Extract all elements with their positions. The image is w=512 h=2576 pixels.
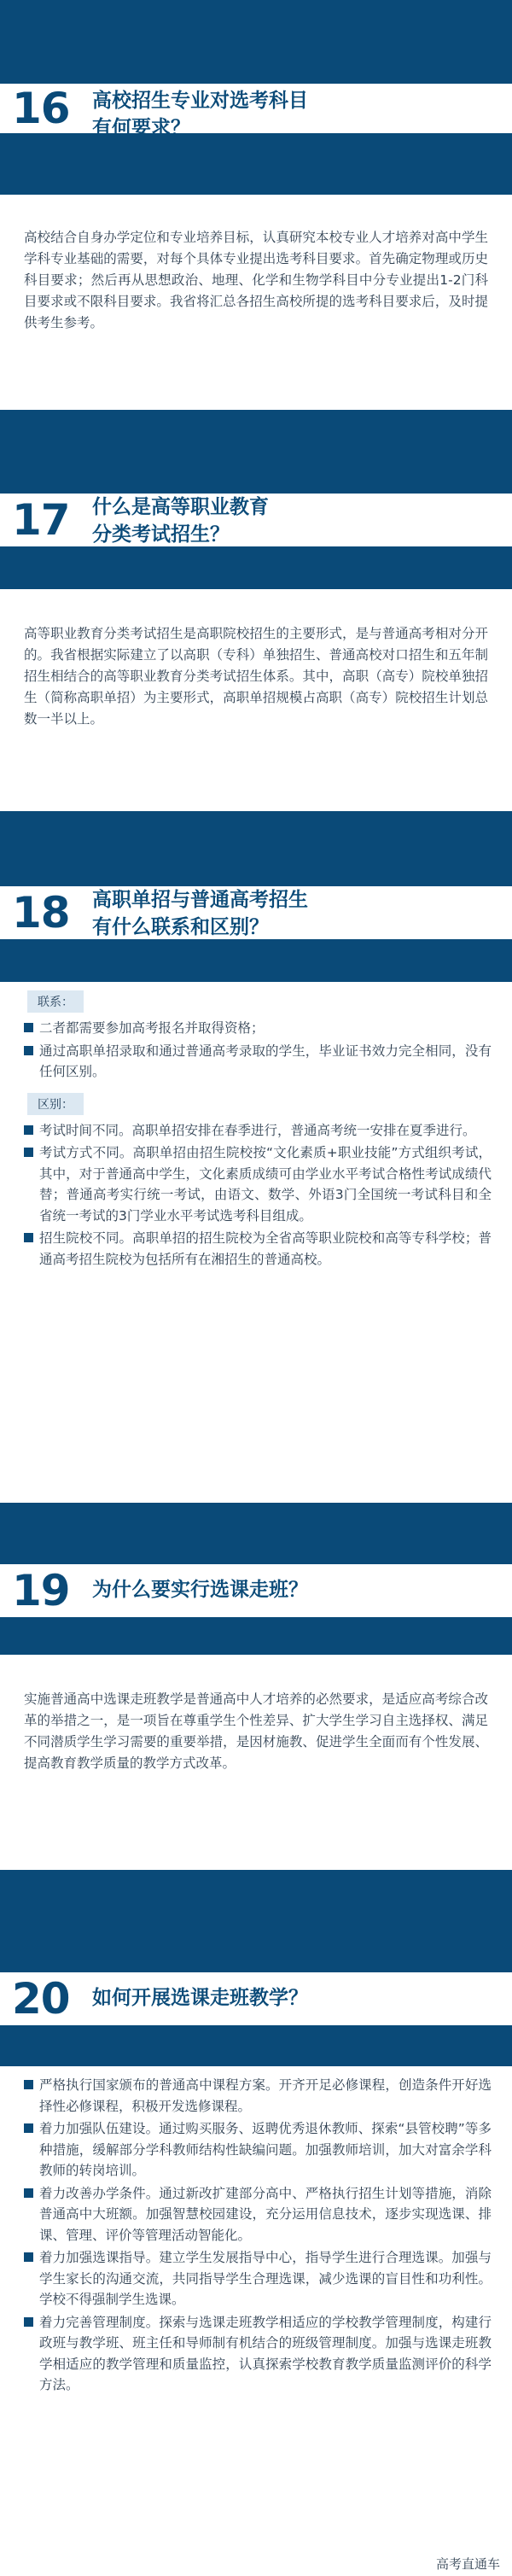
list-item: 着力加强队伍建设。通过购买服务、返聘优秀退休教师、探索“县管校聘”等多种措施，缓解部分学科教师结构性缺编问题。加强教师培训，加大对富余学科教师的转岗培训。 [20,2118,492,2182]
section-title-line1: 什么是高等职业教育 [92,496,269,518]
section-title-line1: 如何开展选课走班教学？ [92,1987,308,2009]
list-item: 通过高职单招录取和通过普通高考录取的学生，毕业证书效力完全相同，没有任何区别。 [20,1041,492,1083]
diff-list [20,1120,492,1270]
section-title [92,1576,308,1603]
list-item: 严格执行国家颁布的普通高中课程方案。开齐开足必修课程，创造条件开好选择性必修课程，积极开发选修课程。 [20,2075,492,2117]
square-bullet-icon [24,1046,33,1055]
section-16-body [0,195,512,410]
section-title-line1: 为什么要实行选课走班？ [92,1579,308,1601]
section-17-body [0,589,512,811]
list-item: 着力改善办学条件。通过新改扩建部分高中、严格执行招生计划等措施，消除普通高中大班额。加强智慧校园建设，充分运用信息技术，逐步实现选课、排课、管理、评价等管理活动智能化。 [20,2183,492,2246]
footer-brand: 高考直通车 [435,2556,500,2572]
section-18-header [0,886,512,939]
square-bullet-icon [24,2252,33,2262]
section-title [92,87,308,142]
diff-tag: 区别： [27,1093,84,1115]
square-bullet-icon [24,2188,33,2198]
section-title [92,1984,308,2012]
section-20-body [0,2066,512,2576]
section-20-header [0,1972,512,2025]
section-title-line2: 有什么联系和区别？ [92,916,269,938]
square-bullet-icon [24,1148,33,1157]
section-title-line1: 高职单招与普通高考招生 [92,889,308,911]
section-title-line2: 有何要求？ [92,117,190,139]
measure-list [20,2075,492,2396]
section-18-body [0,982,512,1503]
link-list [20,1018,492,1083]
section-number: 20 [12,1974,70,2024]
section-19-body [0,1655,512,1870]
section-body-text: 实施普通高中选课走班教学是普通高中人才培养的必然要求，是适应高考综合改革的举措之一，是一项旨在尊重学生个性差异、扩大学生学习自主选择权、满足不同潜质学生学习需要的重要举措，是因材施教、促进学生全面而有个性发展、提高教育教学质量的教学方式改革。 [24,1691,488,1771]
list-item: 着力加强选课指导。建立学生发展指导中心，指导学生进行合理选课。加强与学生家长的沟通交流，共同指导学生合理选课，减少选课的盲目性和功利性。学校不得强制学生选课。 [20,2247,492,2310]
square-bullet-icon [24,2123,33,2133]
section-title-line1: 高校招生专业对选考科目 [92,90,308,112]
square-bullet-icon [24,1023,33,1032]
square-bullet-icon [24,1125,33,1135]
list-item: 考试时间不同。高职单招安排在春季进行，普通高考统一安排在夏季进行。 [20,1120,492,1142]
list-item: 着力完善管理制度。探索与选课走班教学相适应的学校教学管理制度，构建行政班与教学班、班主任和导师制有机结合的班级管理制度。加强与选课走班教学相适应的教学管理和质量监控，认真探索学校教育教学质量监测评价的科学方法。 [20,2312,492,2396]
list-item: 考试方式不同。高职单招由招生院校按“文化素质+职业技能”方式组织考试，其中，对于普通高中学生，文化素质成绩可由学业水平考试合格性考试成绩代替；普通高考实行统一考试，由语文、数学、外语3门全国统一考试科目和全省统一考试的3门学业水平考试选考科目组成。 [20,1142,492,1226]
section-title [92,494,269,548]
section-number: 18 [12,888,70,938]
section-number: 19 [12,1566,70,1615]
link-tag: 联系： [27,990,84,1013]
section-body-text: 高校结合自身办学定位和专业培养目标，认真研究本校专业人才培养对高中学生学科专业基础的需要，对每个具体专业提出选考科目要求。首先确定物理或历史科目要求；然后再从思想政治、地理、化学和生物学科目中分专业提出1-2门科目要求或不限科目要求。我省将汇总各招生高校所提的选考科目要求后，及时提供考生参考。 [24,230,488,330]
square-bullet-icon [24,2317,33,2327]
list-item: 二者都需要参加高考报名并取得资格； [20,1018,492,1039]
section-title [92,886,308,941]
square-bullet-icon [24,1233,33,1242]
square-bullet-icon [24,2080,33,2089]
section-number: 17 [12,495,70,545]
section-body-text: 高等职业教育分类考试招生是高职院校招生的主要形式，是与普通高考相对分开的。我省根据实际建立了以高职（专科）单独招生、普通高校对口招生和五年制招生相结合的高等职业教育分类考试招生体系。其中，高职（高专）院校单独招生（简称高职单招）为主要形式，高职单招规模占高职（高专）院校招生计划总数一半以上。 [24,626,488,727]
section-number: 16 [12,84,70,133]
section-17-header [0,494,512,546]
section-19-header [0,1564,512,1617]
list-item: 招生院校不同。高职单招的招生院校为全省高等职业院校和高等专科学校；普通高考招生院校为包括所有在湘招生的普通高校。 [20,1228,492,1270]
section-16-header [0,84,512,139]
section-title-line2: 分类考试招生？ [92,523,230,546]
